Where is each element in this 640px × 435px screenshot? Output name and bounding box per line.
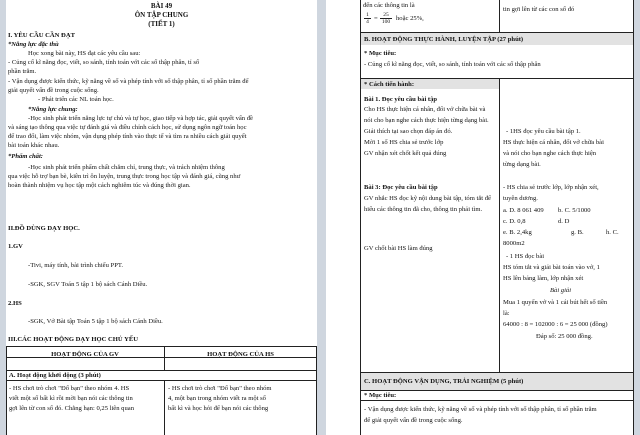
paragraph-line: - Vận dụng được kiến thức, kỹ năng về số và phép tính với số thập phân, tỉ số phần trăm xyxy=(364,406,597,413)
paragraph-line: -Học sinh phát triển năng lực tự chủ và tự học, giao tiếp và hợp tác, giải quyết vấn đề xyxy=(28,115,253,122)
table-cell-line: Giải thích tại sao chọn đáp án đó. xyxy=(364,128,453,135)
subsection-heading: 2.HS xyxy=(8,300,22,307)
final-answer: Đáp số: 25 000 đồng. xyxy=(536,333,593,340)
table-cell-line: tin gợi lên từ các con số đó xyxy=(503,6,575,13)
fraction-one-quarter: 1 4 xyxy=(364,12,371,25)
paragraph-line: - Phát triển các NL toán học. xyxy=(38,96,114,103)
subsection-heading: 1.GV xyxy=(8,243,23,250)
table-cell-line: 4, một bạn trong nhóm viết ra một số xyxy=(168,395,266,402)
paragraph-line: qua việc hỗ trợ bạn bè, kiên trì ôn luyện, trung thực trong học tập và đánh giá, cũng như xyxy=(8,173,241,180)
table-cell-line: Mua 1 quyển vở và 1 cái bút hết số tiền xyxy=(503,299,608,306)
table-cell-line: hoặc 25%, xyxy=(396,15,424,22)
paragraph-line: -SGK, Vở Bài tập Toán 5 tập 1 bộ sách Cánh Diều. xyxy=(28,318,163,325)
paragraph-line: Học xong bài này, HS đạt các yêu cầu sau: xyxy=(28,50,141,57)
lesson-title: ÔN TẬP CHUNG xyxy=(134,11,189,19)
table-header-student: HOẠT ĐỘNG CỦA HS xyxy=(207,351,274,358)
exercise-heading: Bài 3: Đọc yêu cầu bài tập xyxy=(364,184,438,191)
paragraph-line: phần trăm. xyxy=(8,68,37,75)
paragraph-line: giải quyết vấn đề trong cuộc sống. xyxy=(8,87,99,94)
answer-item: g. B. xyxy=(571,229,584,236)
fraction-twenty-five-hundredths: 25 100 xyxy=(381,12,391,25)
table-cell-line: - HS chia sẻ trước lớp, lớp nhận xét, xyxy=(503,184,599,191)
objective-heading: * Mục tiêu: xyxy=(364,50,397,57)
subsection-heading: *Năng lực chung: xyxy=(28,106,78,113)
answer-item: c. D. 0,8 xyxy=(503,218,526,225)
subsection-heading: *Năng lực đặc thù xyxy=(8,41,59,48)
answer-item: 8000m2 xyxy=(503,240,525,247)
answer-item: h. C. xyxy=(606,229,619,236)
paragraph-line: bài toán khác nhau. xyxy=(8,142,60,149)
table-cell-line: HS lên bảng làm, lớp nhận xét xyxy=(503,275,584,282)
table-cell-line: bất kì và học hỏi để bạn nói các thông xyxy=(168,405,269,412)
table-cell-line: - HS chơi trò chơi "Đố bạn" theo nhóm xyxy=(168,385,272,392)
section-heading: II.ĐỒ DÙNG DẠY HỌC. xyxy=(8,225,80,232)
answer-item: e. B. 2,4kg xyxy=(503,229,532,236)
table-cell-line: là: xyxy=(503,310,510,317)
table-cell-line: viết một số bất kì rồi mời bạn nói các thông tin xyxy=(9,395,133,402)
table-cell-line: GV nhắc HS đọc kỹ nội dung bài tập, tóm tắt để xyxy=(364,195,491,202)
paragraph-line: -Học sinh phát triển phẩm chất chăm chỉ, trung thực, và trách nhiệm thông xyxy=(28,164,225,171)
table-cell-line: đến các thông tin là xyxy=(363,2,415,9)
section-heading: III.CÁC HOẠT ĐỘNG DẠY HỌC CHỦ YẾU xyxy=(8,336,138,343)
activity-heading: B. HOẠT ĐỘNG THỰC HÀNH, LUYỆN TẬP (27 phút) xyxy=(364,36,524,43)
paragraph-line: để trao đổi, làm việc nhóm, vận dụng phép tính vào thực tế và tìm ra nhiều cách giải quyết xyxy=(8,133,247,140)
paragraph-line: -Tivi, máy tính, bài trình chiếu PPT. xyxy=(28,262,124,269)
procedure-heading: * Cách tiến hành: xyxy=(364,81,415,88)
table-cell-line: tuyên dương. xyxy=(503,195,538,202)
table-cell-line: Cho HS thực hiện cá nhân, đổi vở chữa bài và xyxy=(364,106,486,113)
table-cell-line: - 1 HS đọc bài xyxy=(506,253,545,260)
table-cell-line: hiểu các thông tin đã cho, thông tin phải tìm. xyxy=(364,206,483,213)
lesson-number: BÀI 49 xyxy=(150,2,173,10)
paragraph-line: - Vận dụng được kiến thức, kỹ năng về số và phép tính với số thập phân, tỉ số phần trăm để xyxy=(8,78,249,85)
table-cell-line: - 1HS đọc yêu cầu bài tập 1. xyxy=(506,128,581,135)
objective-heading: * Mục tiêu: xyxy=(364,392,397,399)
equals-sign: = xyxy=(374,15,378,22)
table-cell-line: từng dạng bài. xyxy=(503,161,541,168)
table-cell-line: - HS chơi trò chơi "Đố bạn" theo nhóm 4. HS xyxy=(9,385,130,392)
subsection-heading: *Phẩm chất: xyxy=(8,153,43,160)
paragraph-line: -SGK, SGV Toán 5 tập 1 bộ sách Cánh Diều. xyxy=(28,281,148,288)
paragraph-line: hoàn thành nhiệm vụ học tập một cách nghiêm túc và đúng thời gian. xyxy=(8,182,191,189)
exercise-heading: Bài 1. Đọc yêu cầu bài tập xyxy=(364,96,438,103)
table-header-teacher: HOẠT ĐỘNG CỦA GV xyxy=(51,351,119,358)
paragraph-line: - Củng cố kĩ năng đọc, viết, so sánh, tính toán với các số thập phân xyxy=(364,61,541,68)
calculation-line: 64000 : 8 = 102000 : 6 = 25 000 (đồng) xyxy=(503,321,608,328)
paragraph-line: - Củng cố kĩ năng đọc, viết, so sánh, tính toán với các số thập phân, tỉ số xyxy=(8,59,200,66)
table-cell-line: HS tóm tắt và giải bài toán vào vở, 1 xyxy=(503,264,600,271)
table-cell-line: Mời 1 số HS chia sẻ trước lớp xyxy=(364,139,444,146)
solution-heading: Bài giải xyxy=(550,287,572,294)
paragraph-line: và sáng tạo thông qua việc tự đánh giá và điều chỉnh cách học, sử dụng ngôn ngữ toán học xyxy=(8,124,247,131)
activity-heading: A. Hoạt động khởi động (3 phút) xyxy=(9,372,101,379)
table-cell-line: nói cho bạn nghe cách thực hiện từng dạng bài. xyxy=(364,117,489,124)
document-page-left xyxy=(6,0,317,435)
table-cell-line: gợi lên từ con số đó. Chẳng hạn: 0,25 liên quan xyxy=(9,405,134,412)
section-heading: I. YÊU CẦU CẦN ĐẠT xyxy=(8,32,75,39)
answer-item: b. C. 5/1000 xyxy=(558,207,591,214)
activity-heading: C. HOẠT ĐỘNG VẬN DỤNG, TRẢI NGHIỆM (5 phút) xyxy=(364,378,524,385)
answer-item: d. D xyxy=(558,218,570,225)
document-page-right xyxy=(326,0,634,435)
table-cell-line: GV chốt bài HS làm đúng xyxy=(364,245,433,252)
paragraph-line: để giải quyết vấn đề trong cuộc sống. xyxy=(364,417,463,424)
table-cell-line: GV nhận xét chốt kết quả đúng xyxy=(364,150,447,157)
table-cell-line: HS thực hiện cá nhân, đổi vở chữa bài xyxy=(503,139,604,146)
lesson-period: (TIẾT 1) xyxy=(148,20,175,28)
answer-item: a. D. 8 061 409 xyxy=(503,207,544,214)
table-cell-line: và nói cho bạn nghe cách thực hiện xyxy=(503,150,597,157)
